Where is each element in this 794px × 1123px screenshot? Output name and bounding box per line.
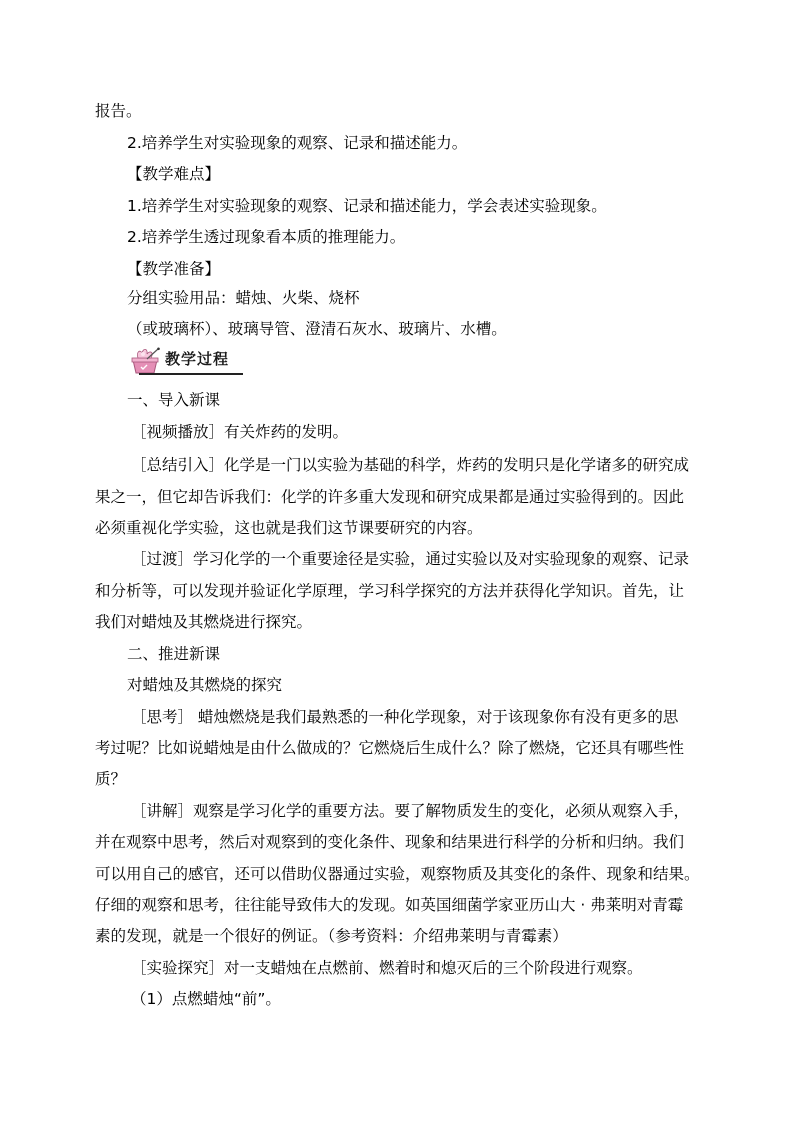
prep-line: （或玻璃杯）、玻璃导管、澄清石灰水、玻璃片、水槽。: [127, 320, 507, 338]
process-section-header: [127, 346, 245, 376]
difficulty-item: 1.培养学生对实验现象的观察、记录和描述能力，学会表述实验现象。: [127, 197, 607, 215]
difficulty-item: 2.培养学生透过现象看本质的推理能力。: [127, 228, 406, 246]
paragraph-line: 我们对蜡烛及其燃烧进行探究。: [95, 613, 313, 631]
prep-line: 分组实验用品：蜡烛、火柴、烧杯: [127, 289, 360, 307]
paragraph-line: 果之一，但它却告诉我们：化学的许多重大发现和研究成果都是通过实验得到的。因此: [95, 488, 685, 506]
paragraph-line: 可以用自己的感官，还可以借助仪器通过实验，观察物质及其变化的条件、现象和结果。: [95, 865, 700, 883]
paragraph-line: ［思考］ 蜡烛燃烧是我们最熟悉的一种化学现象，对于该现象你有没有更多的思: [131, 708, 679, 726]
section-heading: 二、推进新课: [127, 645, 221, 663]
heading-underline: [139, 373, 243, 375]
paragraph-line: ［总结引入］化学是一门以实验为基础的科学，炸药的发明只是化学诸多的研究成: [131, 456, 690, 474]
paragraph-line: 和分析等，可以发现并验证化学原理，学习科学探究的方法并获得化学知识。首先，让: [95, 582, 685, 600]
paragraph-line: 素的发现，就是一个很好的例证。（参考资料：介绍弗莱明与青霉素）: [95, 927, 568, 945]
subsection-heading: 对蜡烛及其燃烧的探究: [127, 676, 283, 694]
text-continuation: 报告。: [95, 102, 142, 120]
paragraph-line: 并在观察中思考，然后对观察到的变化条件、现象和结果进行科学的分析和归纳。我们: [95, 833, 685, 851]
step-item: （1）点燃蜡烛“前”。: [131, 990, 281, 1008]
paragraph-line: ［实验探究］对一支蜡烛在点燃前、燃着时和熄灭后的三个阶段进行观察。: [131, 959, 643, 977]
objective-item: 2.培养学生对实验现象的观察、记录和描述能力。: [127, 134, 468, 152]
difficulty-heading: 【教学难点】: [127, 165, 221, 183]
paragraph-line: ［视频播放］有关炸药的发明。: [131, 423, 349, 441]
section-heading: 一、导入新课: [127, 391, 221, 409]
prep-heading: 【教学准备】: [127, 260, 221, 278]
paragraph-line: 仔细的观察和思考，往往能导致伟大的发现。如英国细菌学家亚历山大 · 弗莱明对青霉: [95, 896, 684, 914]
process-heading: 教学过程: [165, 350, 230, 368]
paragraph-line: ［过渡］学习化学的一个重要途径是实验，通过实验以及对实验现象的观察、记录: [131, 550, 690, 568]
paragraph-line: 考过呢？比如说蜡烛是由什么做成的？它燃烧后生成什么？除了燃烧，它还具有哪些性: [95, 739, 685, 757]
paragraph-line: 质？: [95, 770, 127, 788]
paragraph-line: ［讲解］观察是学习化学的重要方法。要了解物质发生的变化，必须从观察入手，: [131, 802, 690, 820]
paragraph-line: 必须重视化学实验，这也就是我们这节课要研究的内容。: [95, 519, 483, 537]
